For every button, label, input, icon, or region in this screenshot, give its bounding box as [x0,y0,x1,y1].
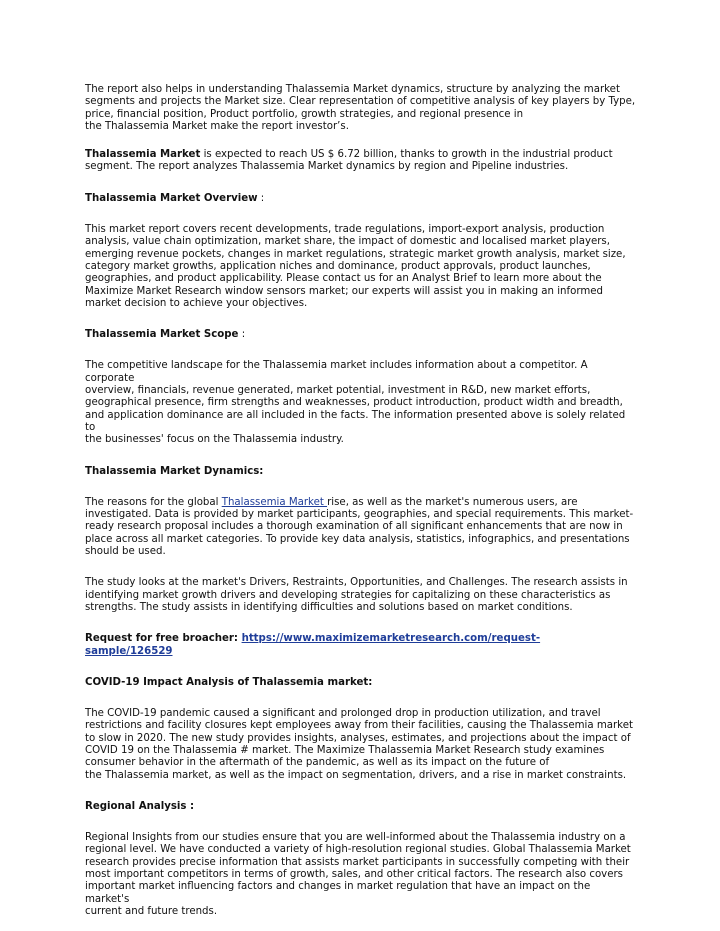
market-size-paragraph [85,149,637,174]
text-line: emerging revenue pockets, changes in market regulations, strategic market growth analysis, market size, [85,248,626,260]
text-line: research provides precise information that assists market participants in successfully competing with their [85,856,630,868]
text-line: segments and projects the Market size. Clear representation of competitive analysis of key players by Type, [85,96,636,108]
text-line: The reasons for the global [85,496,222,508]
heading-colon: : [238,329,246,341]
text-line: the Thalassemia Market make the report investor’s. [85,120,349,132]
text-line: segment. The report analyzes Thalassemia Market dynamics by region and Pipeline industries. [85,161,569,173]
overview-paragraph [85,224,637,310]
text-line: consumer behavior in the aftermath of the pandemic, as well as its impact on the future of [85,757,550,769]
link-text[interactable]: https://www.maximizemarketresearch.com/request- [241,633,541,645]
text-line: investigated. Data is provided by market participants, geographies, and special requirements. This market- [85,509,634,521]
covid-paragraph [85,708,637,782]
text-line: The study looks at the market's Drivers, Restraints, Opportunities, and Challenges. The research assists in [85,577,628,589]
text-line: geographies, and product applicability. Please contact us for an Analyst Brief to learn more about the [85,273,602,285]
text-line: The competitive landscape for the Thalassemia market includes information about a competitor. A corporate [85,360,588,384]
text-line: This market report covers recent developments, trade regulations, import-export analysis, production [85,224,605,236]
thalassemia-market-link[interactable]: Thalassemia Market [221,496,328,508]
dynamics-paragraph [85,497,637,558]
text-line: strengths. The study assists in identifying difficulties and solutions based on market conditions. [85,601,573,613]
regional-paragraph [85,832,637,918]
market-title-bold: Thalassemia Market [85,149,201,161]
heading-colon: : [257,192,265,204]
text-line: The report also helps in understanding Thalassemia Market dynamics, structure by analyzing the market [85,84,620,95]
dynamics-heading: Thalassemia Market Dynamics: [85,465,264,477]
text-line: and application dominance are all included in the facts. The information presented above is solely related to [85,409,626,433]
text-line: category market growths, application niches and dominance, product approvals, product launches, [85,260,591,272]
text-line: the Thalassemia market, as well as the impact on segmentation, drivers, and a rise in market constraints. [85,769,627,781]
scope-paragraph [85,360,637,446]
drivers-paragraph [85,577,637,614]
text-line: place across all market categories. To provide key data analysis, statistics, infographics, and presentations [85,533,630,545]
covid-heading: COVID-19 Impact Analysis of Thalassemia market: [85,676,373,688]
text-line: rise, as well as the market's numerous users, are [327,496,578,508]
text-line: geographical presence, firm strengths and weaknesses, product introduction, product width and breadth, [85,397,623,409]
text-line: the businesses' focus on the Thalassemia industry. [85,434,344,446]
text-line: The COVID-19 pandemic caused a significant and prolonged drop in production utilization, and travel [85,708,601,720]
request-label: Request for free broacher: [85,633,242,645]
text-line: important market influencing factors and changes in market regulation that have an impact on the market's [85,881,591,905]
scope-heading [85,329,637,341]
text-line: to slow in 2020. The new study provides insights, analyses, estimates, and projections about the impact of [85,732,631,744]
text-line: analysis, value chain optimization, market share, the impact of domestic and localised market players, [85,236,610,248]
text-line: regional level. We have conducted a variety of high-resolution regional studies. Global Thalassemia Market [85,844,631,856]
text-line: should be used. [85,546,166,558]
text-line: market decision to achieve your objectives. [85,297,308,309]
text-line: is expected to reach US $ 6.72 billion, thanks to growth in the industrial product [200,149,613,161]
text-line: most important competitors in terms of growth, sales, and other critical factors. The research also covers [85,869,623,881]
intro-paragraph [85,84,637,133]
overview-heading-text: Thalassemia Market Overview [85,192,258,204]
text-line: restrictions and facility closures kept employees away from their facilities, causing the Thalassemia market [85,720,633,732]
request-paragraph [85,633,637,658]
text-line: ready research proposal includes a thorough examination of all significant enhancements that are now in [85,521,623,533]
text-line: COVID 19 on the Thalassemia # market. The Maximize Thalassemia Market Research study examines [85,744,605,756]
scope-heading-text: Thalassemia Market Scope [85,329,239,341]
document-page [85,84,637,918]
link-text[interactable]: sample/126529 [85,645,173,657]
text-line: Maximize Market Research window sensors market; our experts will assist you in making an informed [85,285,603,297]
text-line: current and future trends. [85,905,218,917]
text-line: Regional Insights from our studies ensure that you are well-informed about the Thalassemia industry on a [85,832,626,844]
text-line: identifying market growth drivers and developing strategies for capitalizing on these characteristics as [85,589,611,601]
text-line: overview, financials, revenue generated, market potential, investment in R&D, new market efforts, [85,385,591,397]
regional-heading: Regional Analysis : [85,800,195,812]
text-line: price, financial position, Product portfolio, growth strategies, and regional presence in [85,108,524,120]
overview-heading [85,193,637,205]
